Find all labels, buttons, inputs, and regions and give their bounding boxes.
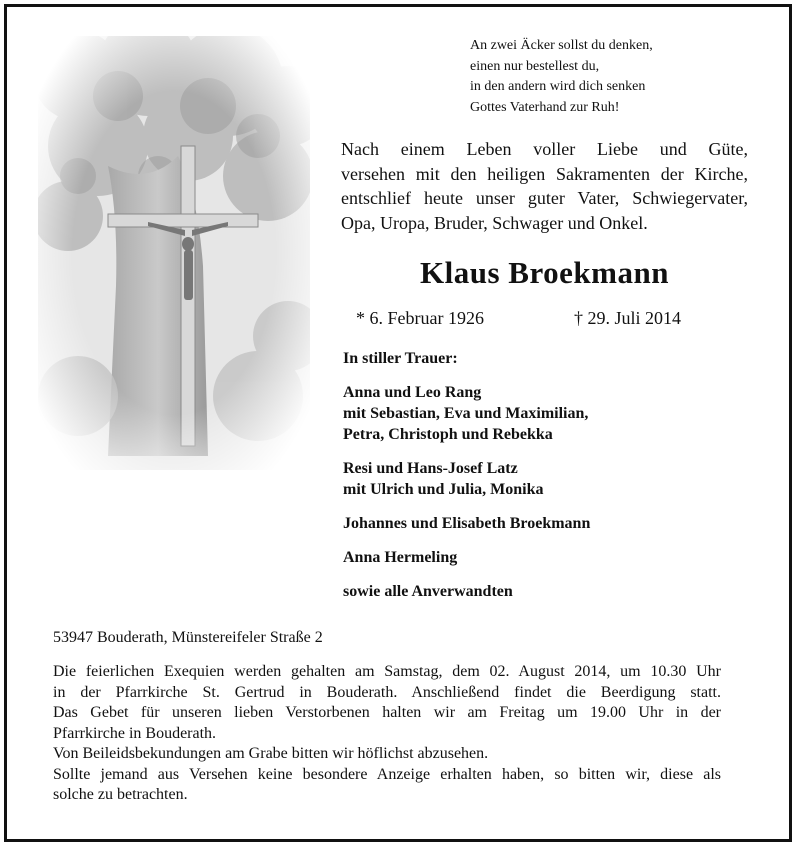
deceased-name: Klaus Broekmann <box>420 255 669 290</box>
mourner-group <box>343 458 763 500</box>
cross-tree-image <box>38 36 310 470</box>
body-line: Pfarrkirche in Bouderath. <box>53 724 217 742</box>
poem-line: An zwei Äcker sollst du denken, <box>470 38 653 53</box>
intro-line: versehen mit den heiligen Sakramenten der Kirche, <box>341 163 748 184</box>
poem-line: in den andern wird dich senken <box>470 79 646 94</box>
funeral-details <box>53 662 721 806</box>
body-line: Sollte jemand aus Versehen keine besondere Anzeige erhalten haben, so bitten wir, diese als <box>53 765 721 783</box>
mourner-line: Anna und Leo Rang <box>343 384 482 401</box>
death-date: † 29. Juli 2014 <box>574 308 682 328</box>
mourner-line: mit Sebastian, Eva und Maximilian, <box>343 405 589 422</box>
mourners-list <box>343 348 763 615</box>
body-line: in der Pfarrkirche St. Gertrud in Bouderath. Anschließend findet die Beerdigung statt. <box>53 683 721 701</box>
body-line: Von Beileidsbekundungen am Grabe bitten wir höflichst abzusehen. <box>53 745 489 762</box>
mourner-line: Johannes und Elisabeth Broekmann <box>343 515 591 532</box>
birth-date: * 6. Februar 1926 <box>356 308 484 328</box>
poem-line: Gottes Vaterhand zur Ruh! <box>470 99 620 115</box>
mourner-line: sowie alle Anverwandten <box>343 583 513 600</box>
body-line: Das Gebet für unseren lieben Verstorbenen halten wir am Freitag um 19.00 Uhr in der <box>53 704 721 721</box>
wayside-cross-photo <box>38 36 310 470</box>
mourner-group <box>343 547 763 568</box>
mourner-line: Petra, Christoph und Rebekka <box>343 426 553 443</box>
intro-line: Nach einem Leben voller Liebe und Güte, <box>341 139 748 159</box>
family-address: 53947 Bouderath, Münstereifeler Straße 2 <box>53 629 323 646</box>
mourner-group <box>343 513 763 534</box>
mourner-line: Resi und Hans-Josef Latz <box>343 460 518 477</box>
intro-line: Opa, Uropa, Bruder, Schwager und Onkel. <box>341 212 648 233</box>
mourning-heading: In stiller Trauer: <box>343 350 458 367</box>
poem <box>470 36 770 118</box>
mourner-group <box>343 382 763 445</box>
mourner-line: mit Ulrich und Julia, Monika <box>343 481 544 498</box>
poem-line: einen nur bestellest du, <box>470 58 600 74</box>
mourner-line: Anna Hermeling <box>343 549 458 566</box>
mourner-group <box>343 581 763 602</box>
body-line: Die feierlichen Exequien werden gehalten am Samstag, dem 02. August 2014, um 10.30 Uhr <box>53 663 721 680</box>
intro-paragraph <box>341 137 748 235</box>
intro-line: entschlief heute unser guter Vater, Schwiegervater, <box>341 188 748 208</box>
body-line: solche zu betrachten. <box>53 786 188 803</box>
